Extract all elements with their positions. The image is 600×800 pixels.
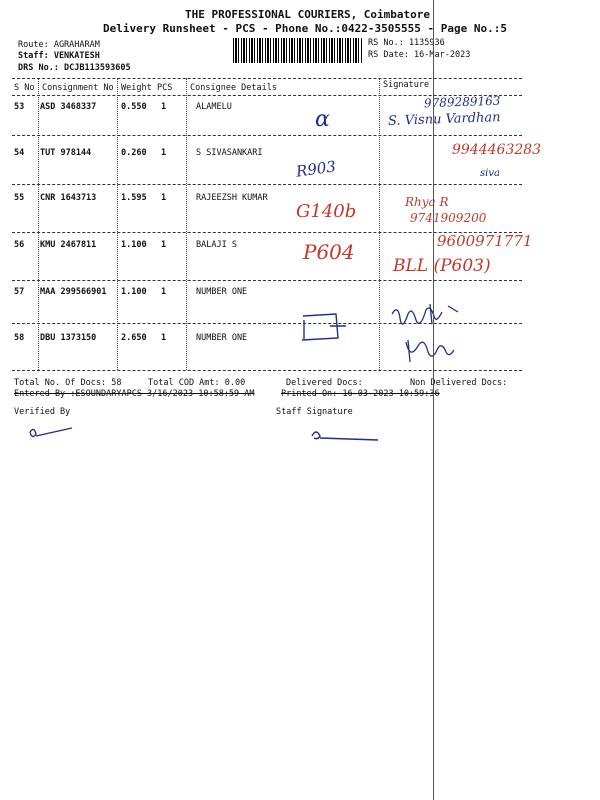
row-consignment: TUT 978144 <box>40 148 92 158</box>
row-consignment: KMU 2467811 <box>40 240 97 250</box>
staff-label: Staff: VENKATESH <box>18 51 100 61</box>
route-label: Route: AGRAHARAM <box>18 40 100 50</box>
signature-scribble <box>302 314 346 340</box>
total-docs: Total No. Of Docs: 58 <box>14 378 122 388</box>
page-fold-line <box>433 0 434 800</box>
handwritten-flat: P604 <box>303 240 355 264</box>
verifier-signature <box>30 428 72 437</box>
row-consignee: ALAMELU <box>196 102 232 112</box>
row-consignee: BALAJI S <box>196 240 237 250</box>
drs-number: DRS No.: DCJB113593605 <box>18 63 131 73</box>
row-pcs: 1 <box>161 287 167 297</box>
rs-date: RS Date: 16-Mar-2023 <box>368 50 471 60</box>
row-weight: 1.595 <box>121 193 147 203</box>
col-header-consignee: Consignee Details <box>190 83 277 93</box>
company-name: THE PROFESSIONAL COURIERS, Coimbatore <box>185 8 431 21</box>
handwritten-name: Rhya R <box>405 195 449 209</box>
handwritten-phone: 9600971771 <box>437 232 533 250</box>
signature-scribble <box>392 304 458 324</box>
row-weight: 0.260 <box>121 148 147 158</box>
row-consignee: RAJEEZSH KUMAR <box>196 193 268 203</box>
handwritten-phone: 9741909200 <box>410 211 487 225</box>
handwritten-phone: 9944463283 <box>452 142 542 158</box>
rs-number: RS No.: 1135936 <box>368 38 445 48</box>
row-pcs: 1 <box>161 240 167 250</box>
col-header-sno: S No <box>14 83 35 93</box>
col-header-signature: Signature <box>383 80 430 90</box>
row-weight: 0.550 <box>121 102 147 112</box>
row-sno: 53 <box>14 102 25 112</box>
non-delivered-docs: Non Delivered Docs: <box>410 378 508 388</box>
row-consignment: CNR 1643713 <box>40 193 97 203</box>
delivered-docs: Delivered Docs: <box>286 378 363 388</box>
handwritten-flat: α <box>315 107 330 132</box>
row-sno: 58 <box>14 333 25 343</box>
row-consignee: S SIVASANKARI <box>196 148 263 158</box>
handwritten-signature: BLL (P603) <box>393 256 491 276</box>
signature-scribble <box>406 340 454 362</box>
col-header-weight: Weight <box>121 83 152 93</box>
row-consignment: ASD 3468337 <box>40 102 97 112</box>
runsheet-title: Delivery Runsheet - PCS - Phone No.:0422-3505555 - Page No.:5 <box>103 22 507 35</box>
row-pcs: 1 <box>161 193 167 203</box>
row-pcs: 1 <box>161 102 167 112</box>
handwritten-flat: R903 <box>294 157 337 181</box>
row-sno: 57 <box>14 287 25 297</box>
row-pcs: 1 <box>161 333 167 343</box>
row-consignment: DBU 1373150 <box>40 333 97 343</box>
row-consignment: MAA 299566901 <box>40 287 107 297</box>
staff-signature-label: Staff Signature <box>276 407 353 417</box>
verified-by-label: Verified By <box>14 407 71 417</box>
staff-signature-mark <box>312 432 378 440</box>
handwritten-phone: 9789289163 <box>423 93 501 111</box>
handwritten-signature: siva <box>480 168 500 179</box>
handwritten-signature: S. Visnu Vardhan <box>387 110 501 129</box>
handwritten-flat: G140b <box>296 201 357 222</box>
row-sno: 56 <box>14 240 25 250</box>
row-sno: 54 <box>14 148 25 158</box>
row-consignee: NUMBER ONE <box>196 333 248 343</box>
row-weight: 1.100 <box>121 240 147 250</box>
col-header-pcs: PCS <box>157 83 173 93</box>
row-sno: 55 <box>14 193 25 203</box>
row-consignee: NUMBER ONE <box>196 287 248 297</box>
col-header-consignment: Consignment No <box>42 83 114 93</box>
entered-by: Entered By :ESOUNDARYAPCS 3/16/2023 10:58:59 AM <box>14 389 255 399</box>
row-pcs: 1 <box>161 148 167 158</box>
total-cod: Total COD Amt: 0.00 <box>148 378 246 388</box>
row-weight: 1.100 <box>121 287 147 297</box>
row-weight: 2.650 <box>121 333 147 343</box>
printed-on: Printed On: 16-03-2023 10:59:36 <box>281 389 440 399</box>
